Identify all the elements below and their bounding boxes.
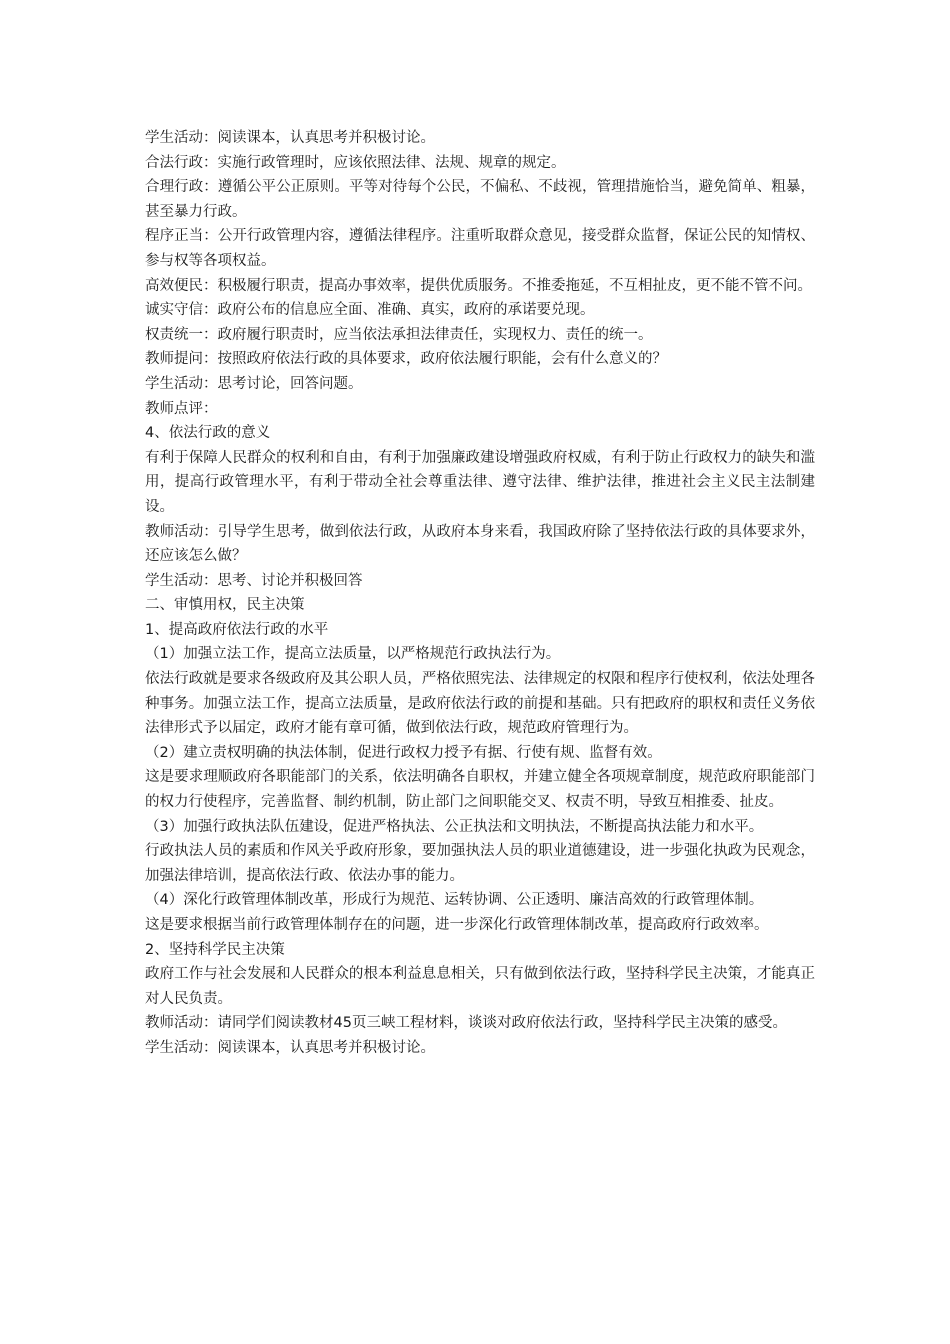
paragraph-honesty-trust: 诚实守信：政府公布的信息应全面、准确、真实，政府的承诺要兑现。 xyxy=(145,302,595,319)
paragraph-teacher-question: 教师提问：按照政府依法行政的具体要求，政府依法履行职能，会有什么意义的？ xyxy=(145,351,667,368)
paragraph-student-activity-discuss: 学生活动：思考讨论，回答问题。 xyxy=(145,375,363,392)
document-body xyxy=(145,126,815,1061)
heading-section-two: 二、审慎用权，民主决策 xyxy=(145,597,305,614)
paragraph-student-activity-final: 学生活动：阅读课本，认真思考并积极讨论。 xyxy=(145,1039,435,1056)
paragraph-efficient-convenient: 高效便民：积极履行职责，提高办事效率，提供优质服务。不推委拖延，不互相扯皮，更不能不管不问。 xyxy=(145,277,812,294)
paragraph-teacher-activity-reading: 教师活动：请同学们阅读教材45页三峡工程材料，谈谈对政府依法行政，坚持科学民主决策的感受。 xyxy=(145,1015,787,1032)
heading-scientific-decision: 2、坚持科学民主决策 xyxy=(145,941,285,958)
paragraph-item-2: （2）建立责权明确的执法体制，促进行政权力授予有据、行使有规、监督有效。 xyxy=(145,744,662,761)
paragraph-reasonable-administration: 合理行政：遵循公平公正原则。平等对待每个公民，不偏私、不歧视，管理措施恰当，避免简单、粗暴，甚至暴力行政。 xyxy=(145,179,815,220)
paragraph-item-2-body: 这是要求理顺政府各职能部门的关系，依法明确各自职权，并建立健全各项规章制度，规范政府职能部门的权力行使程序，完善监督、制约机制，防止部门之间职能交叉、权责不明，导致互相推委、扯皮。 xyxy=(145,769,815,811)
paragraph-teacher-comment: 教师点评： xyxy=(145,400,218,417)
heading-improve-level: 1、提高政府依法行政的水平 xyxy=(145,621,329,638)
paragraph-due-process: 程序正当：公开行政管理内容，遵循法律程序。注重听取群众意见，接受群众监督，保证公民的知情权、参与权等各项权益。 xyxy=(145,228,815,269)
paragraph-item-3: （3）加强行政执法队伍建设，促进严格执法、公正执法和文明执法，不断提高执法能力和水平。 xyxy=(145,818,764,835)
paragraph-teacher-activity-guide: 教师活动：引导学生思考，做到依法行政，从政府本身来看，我国政府除了坚持依法行政的具体要求外，还应该怎么做？ xyxy=(145,523,815,565)
paragraph-lawful-administration: 合法行政：实施行政管理时，应该依照法律、法规、规章的规定。 xyxy=(145,154,566,171)
paragraph-item-1-body: 依法行政就是要求各级政府及其公职人员，严格依照宪法、法律规定的权限和程序行使权利，依法处理各种事务。加强立法工作，提高立法质量，是政府依法行政的前提和基础。只有把政府的职权和责任义务依法律形式予以届定，政府才能有章可循，做到依法行政，规范政府管理行为。 xyxy=(145,671,815,737)
paragraph-item-3-body: 行政执法人员的素质和作风关乎政府形象，要加强执法人员的职业道德建设，进一步强化执政为民观念，加强法律培训，提高依法行政、依法办事的能力。 xyxy=(145,843,815,884)
paragraph-student-activity-read: 学生活动：阅读课本，认真思考并积极讨论。 xyxy=(145,130,435,146)
paragraph-rights-duties-unity: 权责统一：政府履行职责时，应当依法承担法律责任，实现权力、责任的统一。 xyxy=(145,326,653,343)
paragraph-item-4: （4）深化行政管理体制改革，形成行为规范、运转协调、公正透明、廉洁高效的行政管理体制。 xyxy=(145,892,764,909)
paragraph-student-activity-answer: 学生活动：思考、讨论并积极回答 xyxy=(145,572,363,589)
paragraph-decision-body: 政府工作与社会发展和人民群众的根本利益息息相关，只有做到依法行政，坚持科学民主决策，才能真正对人民负责。 xyxy=(145,966,815,1007)
paragraph-item-1: （1）加强立法工作，提高立法质量，以严格规范行政执法行为。 xyxy=(145,646,561,663)
heading-significance: 4、依法行政的意义 xyxy=(145,425,271,442)
paragraph-significance-body: 有利于保障人民群众的权利和自由，有利于加强廉政建设增强政府权威，有利于防止行政权力的缺失和滥用，提高行政管理水平，有利于带动全社会尊重法律、遵守法律、维护法律，推进社会主义民主法制建设。 xyxy=(145,449,815,515)
paragraph-item-4-body: 这是要求根据当前行政管理体制存在的问题，进一步深化行政管理体制改革，提高政府行政效率。 xyxy=(145,917,769,933)
